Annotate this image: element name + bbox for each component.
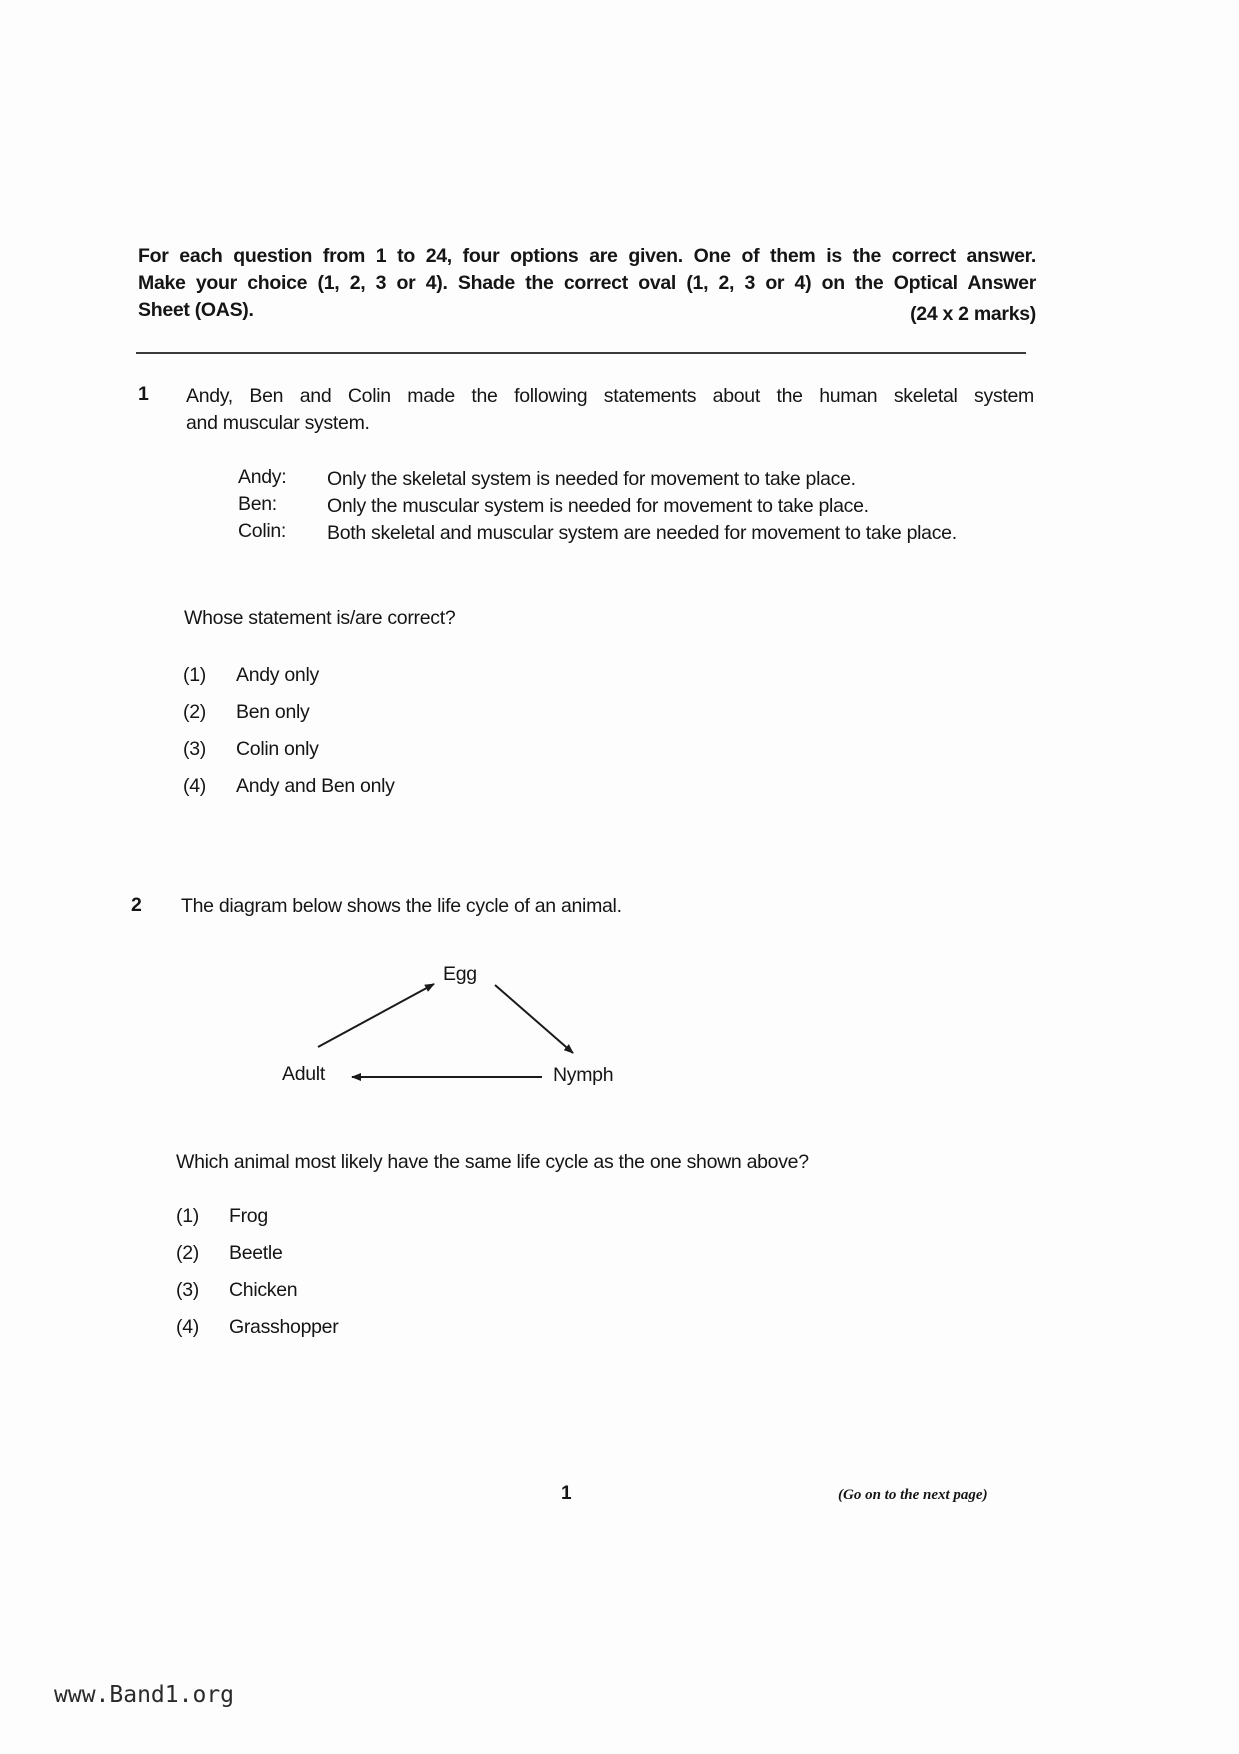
- question-2-stem: The diagram below shows the life cycle of an animal.: [181, 895, 622, 917]
- option-1[interactable]: [183, 664, 395, 701]
- option-text: Andy only: [236, 664, 319, 686]
- option-text: Colin only: [236, 738, 319, 760]
- statement-andy: [238, 466, 1037, 493]
- option-4[interactable]: [176, 1316, 338, 1353]
- instructions: [138, 243, 1036, 324]
- life-cycle-diagram: [270, 955, 650, 1095]
- option-text: Ben only: [236, 701, 310, 723]
- statement-text: Both skeletal and muscular system are needed for movement to take place.: [327, 522, 957, 544]
- question-1-stem-line-2: and muscular system.: [186, 412, 370, 434]
- next-page-note: (Go on to the next page): [838, 1487, 988, 1503]
- option-2[interactable]: [183, 701, 395, 738]
- option-text: Grasshopper: [229, 1316, 339, 1338]
- question-2-options: [176, 1205, 338, 1353]
- option-number: (2): [183, 701, 206, 723]
- statement-speaker: Andy:: [238, 466, 287, 488]
- node-egg: Egg: [443, 963, 477, 985]
- statements-list: [238, 466, 1037, 547]
- statement-ben: [238, 493, 1037, 520]
- node-adult: Adult: [282, 1063, 325, 1085]
- statement-speaker: Colin:: [238, 520, 287, 542]
- statement-colin: [238, 520, 1037, 547]
- instructions-line-1: For each question from 1 to 24, four options are given. One of them is the correct answer.: [138, 245, 1036, 267]
- option-text: Chicken: [229, 1279, 298, 1301]
- watermark: www.Band1.org: [54, 1682, 235, 1708]
- option-text: Frog: [229, 1205, 268, 1227]
- option-number: (4): [176, 1316, 199, 1338]
- statement-text: Only the muscular system is needed for movement to take place.: [327, 495, 869, 517]
- arrow-egg-to-nymph: [495, 985, 573, 1053]
- option-2[interactable]: [176, 1242, 338, 1279]
- option-number: (2): [176, 1242, 199, 1264]
- option-3[interactable]: [176, 1279, 338, 1316]
- option-4[interactable]: [183, 775, 395, 812]
- option-number: (1): [183, 664, 206, 686]
- question-1-stem: [186, 383, 1034, 437]
- question-2-prompt: Which animal most likely have the same life cycle as the one shown above?: [176, 1151, 809, 1173]
- marks-allocation: (24 x 2 marks): [910, 303, 1036, 325]
- question-number-1: 1: [138, 383, 149, 405]
- option-3[interactable]: [183, 738, 395, 775]
- option-number: (3): [183, 738, 206, 760]
- option-number: (4): [183, 775, 206, 797]
- instructions-line-3: Sheet (OAS).: [138, 299, 254, 321]
- option-number: (3): [176, 1279, 199, 1301]
- instructions-line-2: Make your choice (1, 2, 3 or 4). Shade the correct oval (1, 2, 3 or 4) on the Optical Answer: [138, 272, 1036, 294]
- arrow-adult-to-egg: [318, 984, 434, 1047]
- statement-speaker: Ben:: [238, 493, 277, 515]
- option-number: (1): [176, 1205, 199, 1227]
- statement-text: Only the skeletal system is needed for movement to take place.: [327, 468, 856, 490]
- question-number-2: 2: [131, 894, 142, 916]
- option-text: Andy and Ben only: [236, 775, 395, 797]
- node-nymph: Nymph: [553, 1064, 614, 1086]
- question-1-stem-line-1: Andy, Ben and Colin made the following statements about the human skeletal system: [186, 385, 1034, 407]
- question-1-options: [183, 664, 395, 812]
- option-text: Beetle: [229, 1242, 283, 1264]
- option-1[interactable]: [176, 1205, 338, 1242]
- section-divider: [136, 352, 1026, 354]
- question-1-prompt: Whose statement is/are correct?: [184, 607, 456, 629]
- page-number: 1: [561, 1483, 572, 1504]
